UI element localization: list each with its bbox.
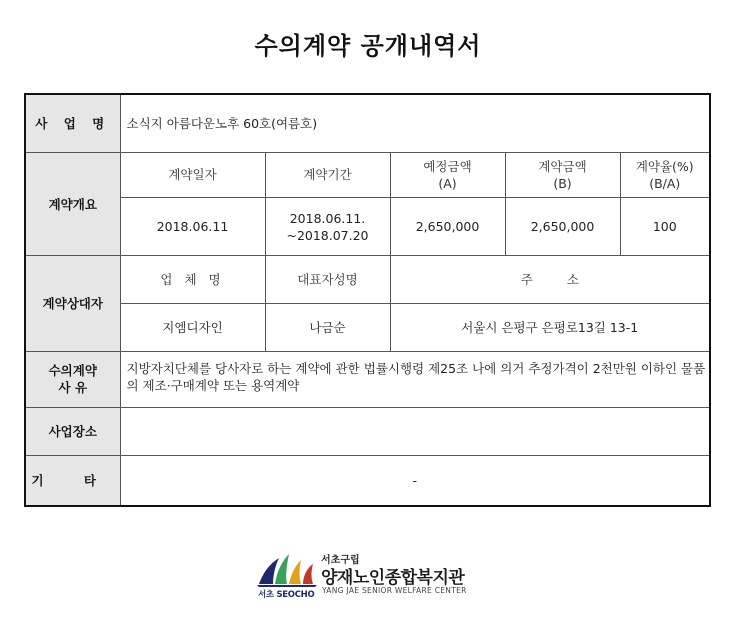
counterparty-representative: 나금순 xyxy=(265,303,390,351)
overview-header-period: 계약기간 xyxy=(265,152,390,197)
overview-header-date: 계약일자 xyxy=(120,152,265,197)
page-title: 수의계약 공개내역서 xyxy=(254,32,482,60)
location-value xyxy=(120,407,710,455)
counterparty-header-representative: 대표자성명 xyxy=(265,256,390,303)
overview-estimated: 2,650,000 xyxy=(390,198,505,256)
logo-small-text: 서초구립 xyxy=(321,555,360,566)
counterparty-header-row xyxy=(25,256,710,303)
overview-label: 계약개요 xyxy=(25,152,120,256)
overview-header-contract-amount: 계약금액 (B) xyxy=(505,152,620,197)
location-row xyxy=(25,407,710,455)
counterparty-header-company: 업 체 명 xyxy=(120,256,265,303)
etc-row xyxy=(25,456,710,506)
organization-logo xyxy=(255,548,495,608)
overview-rate: 100 xyxy=(620,198,710,256)
counterparty-label: 계약상대자 xyxy=(25,256,120,351)
overview-date: 2018.06.11 xyxy=(120,198,265,256)
overview-header-estimated: 예정금액 (A) xyxy=(390,152,505,197)
reason-label: 수의계약 사 유 xyxy=(25,351,120,407)
project-label: 사 업 명 xyxy=(25,94,120,152)
counterparty-header-address: 주 소 xyxy=(390,256,710,303)
etc-value: - xyxy=(120,456,710,506)
reason-row xyxy=(25,351,710,407)
logo-organization-name: 양재노인종합복지관 xyxy=(321,568,465,588)
overview-period: 2018.06.11. ~2018.07.20 xyxy=(265,198,390,256)
overview-contract-amount: 2,650,000 xyxy=(505,198,620,256)
contract-disclosure-table xyxy=(24,93,711,507)
counterparty-value-row xyxy=(25,303,710,351)
location-label: 사업장소 xyxy=(25,407,120,455)
counterparty-address: 서울시 은평구 은평로13길 13-1 xyxy=(390,303,710,351)
counterparty-company: 지엠디자인 xyxy=(120,303,265,351)
logo-english-name: YANG JAE SENIOR WELFARE CENTER xyxy=(322,586,467,595)
overview-header-row xyxy=(25,152,710,197)
overview-header-rate: 계약율(%) (B/A) xyxy=(620,152,710,197)
logo-seocho-mark: 서초 SEOCHO xyxy=(258,590,315,600)
overview-value-row xyxy=(25,198,710,256)
reason-value: 지방자치단체를 당사자로 하는 계약에 관한 법률시행령 제25조 나에 의거 추정가격이 2천만원 이하인 물품의 제조·구매계약 또는 용역계약 xyxy=(120,351,710,407)
project-row xyxy=(25,94,710,152)
etc-label: 기 타 xyxy=(25,456,120,506)
project-value: 소식지 아름다운노후 60호(여름호) xyxy=(120,94,710,152)
